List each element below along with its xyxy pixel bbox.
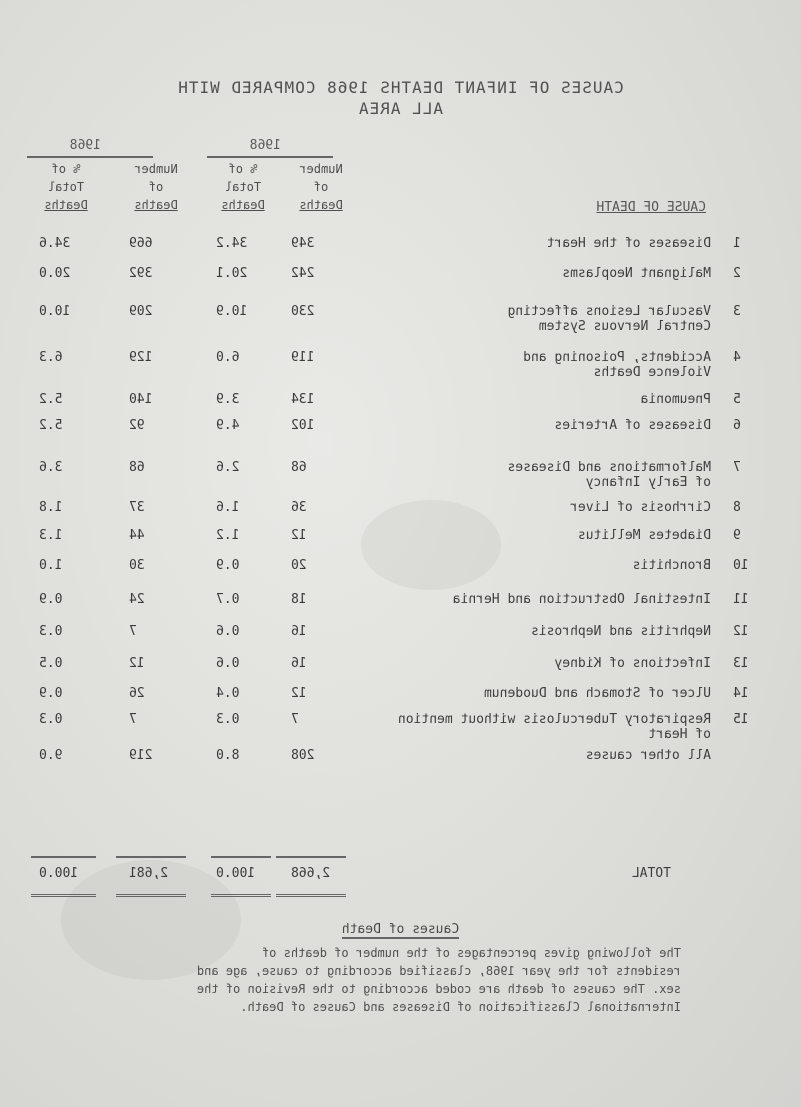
cell-value: 209 — [129, 304, 153, 319]
cause-line: Diseases of Arteries — [554, 418, 711, 433]
group-rule — [207, 156, 333, 158]
row-number: 10 — [733, 558, 749, 573]
cell-value: 5.2 — [39, 418, 63, 433]
cell-value: 392 — [129, 266, 153, 281]
footnote-line: residents for the year 1968, classified according to cause, age and — [196, 964, 681, 978]
cause-line: Respiratory Tuberculosis without mention — [397, 712, 711, 727]
column-header-4 — [26, 160, 106, 214]
total-rule — [276, 856, 346, 858]
cause-line: Ulcer of Stomach and Duodenum — [484, 686, 711, 701]
total-value: 100.0 — [39, 866, 79, 881]
cell-value: 9.0 — [39, 748, 63, 763]
col-label: Deaths — [44, 198, 88, 212]
cell-value: 92 — [129, 418, 145, 433]
table-row — [0, 418, 801, 440]
total-value: 2,681 — [129, 866, 169, 881]
cell-value: 0.5 — [39, 656, 63, 671]
cause-line: Pneumonia — [640, 392, 711, 407]
cause-line: Malformations and Diseases — [507, 460, 711, 475]
cell-value: 26 — [129, 686, 145, 701]
col-label: Number — [134, 162, 178, 176]
total-value: 100.0 — [216, 866, 256, 881]
cause-label — [381, 236, 711, 251]
cause-label — [381, 748, 711, 763]
table-row — [0, 266, 801, 288]
cell-value: 7 — [129, 712, 137, 727]
cause-label — [381, 558, 711, 573]
footnote-heading — [0, 922, 801, 937]
footnote-text — [41, 944, 681, 1016]
total-double-rule — [31, 894, 96, 897]
cell-value: 219 — [129, 748, 153, 763]
cell-value: 1.0 — [39, 558, 63, 573]
total-label: TOTAL — [631, 866, 671, 881]
cause-line: of Early Infancy — [585, 475, 711, 490]
cell-value: 3.9 — [216, 392, 240, 407]
total-value: 2,668 — [291, 866, 331, 881]
row-number: 6 — [733, 418, 741, 433]
cell-value: 6.0 — [216, 350, 240, 365]
row-number: 8 — [733, 500, 741, 515]
column-header-1 — [281, 160, 361, 214]
row-number: 15 — [733, 712, 749, 727]
row-number: 4 — [733, 350, 741, 365]
row-number: 3 — [733, 304, 741, 319]
footnote-line: The following gives percentages of the number of deaths of — [261, 946, 681, 960]
col-label: of — [148, 180, 164, 194]
cause-label — [381, 392, 711, 407]
cell-value: 0.9 — [39, 686, 63, 701]
cause-label — [381, 656, 711, 671]
cause-label — [381, 624, 711, 639]
table-row — [0, 712, 801, 742]
col-label: of — [313, 180, 329, 194]
cell-value: 0.7 — [216, 592, 240, 607]
table-row — [0, 592, 801, 614]
cell-value: 0.3 — [216, 712, 240, 727]
cause-line: Intestinal Obstruction and Hernia — [452, 592, 711, 607]
cause-label — [381, 304, 711, 334]
cause-label — [381, 418, 711, 433]
row-number: 11 — [733, 592, 749, 607]
col-label: Deaths — [299, 198, 343, 212]
footnote-line: International Classification of Diseases and Causes of Death. — [240, 1000, 681, 1014]
cell-value: 669 — [129, 236, 153, 251]
cause-label — [381, 712, 711, 742]
cell-value: 7 — [291, 712, 299, 727]
cell-value: 349 — [291, 236, 315, 251]
row-number: 14 — [733, 686, 749, 701]
group-year-1: 1968 — [249, 138, 281, 153]
group-heading-2 — [70, 138, 101, 153]
cell-value: 208 — [291, 748, 315, 763]
cell-value: 6.3 — [39, 350, 63, 365]
cause-line: Accidents, Poisoning and — [523, 350, 711, 365]
row-number: 2 — [733, 266, 741, 281]
col-label: Deaths — [221, 198, 265, 212]
total-row — [0, 866, 801, 888]
table-row — [0, 656, 801, 678]
cell-value: 242 — [291, 266, 315, 281]
cell-value: 34.2 — [216, 236, 248, 251]
cell-value: 230 — [291, 304, 315, 319]
table-row — [0, 624, 801, 646]
cause-line: Vascular Lesions affecting — [507, 304, 711, 319]
cell-value: 129 — [129, 350, 153, 365]
cell-value: 24 — [129, 592, 145, 607]
cell-value: 140 — [129, 392, 153, 407]
cell-value: 34.6 — [39, 236, 71, 251]
column-header-2 — [203, 160, 283, 214]
cause-label — [381, 350, 711, 380]
cell-value: 119 — [291, 350, 315, 365]
table-row — [0, 528, 801, 550]
total-rule — [31, 856, 96, 858]
cause-line: Nephritis and Nephrosis — [530, 624, 711, 639]
table-row — [0, 350, 801, 380]
cell-value: 12 — [291, 686, 307, 701]
cause-label — [381, 460, 711, 490]
cause-label — [381, 528, 711, 543]
row-number: 9 — [733, 528, 741, 543]
cause-line: All other causes — [585, 748, 711, 763]
causes-heading: CAUSE OF DEATH — [596, 200, 706, 215]
cell-value: 36 — [291, 500, 307, 515]
table-row — [0, 236, 801, 258]
group-rule — [27, 156, 153, 158]
cell-value: 0.6 — [216, 624, 240, 639]
cell-value: 68 — [291, 460, 307, 475]
col-label: % of — [51, 162, 81, 176]
cause-line: Malignant Neoplasms — [562, 266, 711, 281]
cell-value: 20.1 — [216, 266, 248, 281]
cell-value: 2.6 — [216, 460, 240, 475]
cell-value: 0.9 — [39, 592, 63, 607]
title-line-2: ALL AREA — [357, 99, 444, 118]
row-number: 13 — [733, 656, 749, 671]
cell-value: 0.4 — [216, 686, 240, 701]
cell-value: 0.9 — [216, 558, 240, 573]
group-heading-1 — [250, 138, 281, 153]
cell-value: 7 — [129, 624, 137, 639]
cell-value: 1.8 — [39, 500, 63, 515]
page-title — [0, 78, 801, 118]
cell-value: 37 — [129, 500, 145, 515]
table-row — [0, 460, 801, 490]
group-year-2: 1968 — [69, 138, 101, 153]
cell-value: 44 — [129, 528, 145, 543]
cause-line: Diabetes Mellitus — [577, 528, 711, 543]
footnote-line: sex. The causes of death are coded according to the Revision of the — [196, 982, 681, 996]
cell-value: 18 — [291, 592, 307, 607]
cause-label — [381, 686, 711, 701]
row-number: 5 — [733, 392, 741, 407]
cell-value: 1.2 — [216, 528, 240, 543]
cause-label — [381, 500, 711, 515]
cell-value: 16 — [291, 624, 307, 639]
cause-line: Violence Deaths — [593, 365, 711, 380]
table-row — [0, 392, 801, 414]
cause-line: Diseases of the Heart — [546, 236, 711, 251]
column-header-3 — [116, 160, 196, 214]
cell-value: 5.2 — [39, 392, 63, 407]
row-number: 1 — [733, 236, 741, 251]
col-label: Number — [299, 162, 343, 176]
table-row — [0, 686, 801, 708]
cell-value: 12 — [129, 656, 145, 671]
total-double-rule — [276, 894, 346, 897]
cell-value: 0.6 — [216, 656, 240, 671]
cause-line: Cirrhosis of Liver — [570, 500, 711, 515]
col-label: Deaths — [134, 198, 178, 212]
cell-value: 3.6 — [39, 460, 63, 475]
cause-line: Infections of Kidney — [554, 656, 711, 671]
cell-value: 0.3 — [39, 712, 63, 727]
total-rule — [211, 856, 271, 858]
cell-value: 8.0 — [216, 748, 240, 763]
cell-value: 20.0 — [39, 266, 71, 281]
total-double-rule — [211, 894, 271, 897]
footnote-heading-text: Causes of Death — [341, 922, 460, 937]
cell-value: 68 — [129, 460, 145, 475]
cell-value: 134 — [291, 392, 315, 407]
table-row — [0, 304, 801, 334]
cell-value: 1.3 — [39, 528, 63, 543]
cell-value: 102 — [291, 418, 315, 433]
cause-line: of Heart — [648, 727, 711, 742]
title-line-1: CAUSES OF INFANT DEATHS 1968 COMPARED WITH — [177, 78, 624, 97]
cell-value: 20 — [291, 558, 307, 573]
col-label: % of — [228, 162, 258, 176]
cell-value: 4.9 — [216, 418, 240, 433]
total-rule — [116, 856, 186, 858]
cause-label — [381, 266, 711, 281]
cell-value: 0.3 — [39, 624, 63, 639]
table-row — [0, 558, 801, 580]
cell-value: 12 — [291, 528, 307, 543]
cause-line: Bronchitis — [632, 558, 711, 573]
cell-value: 16 — [291, 656, 307, 671]
table-row — [0, 500, 801, 522]
total-double-rule — [116, 894, 186, 897]
col-label: Total — [47, 180, 85, 194]
row-number: 12 — [733, 624, 749, 639]
cause-label — [381, 592, 711, 607]
cell-value: 10.9 — [216, 304, 248, 319]
table-row — [0, 748, 801, 770]
cause-line: Central Nervous System — [538, 319, 711, 334]
cell-value: 10.0 — [39, 304, 71, 319]
row-number: 7 — [733, 460, 741, 475]
cell-value: 30 — [129, 558, 145, 573]
cell-value: 1.6 — [216, 500, 240, 515]
col-label: Total — [224, 180, 262, 194]
